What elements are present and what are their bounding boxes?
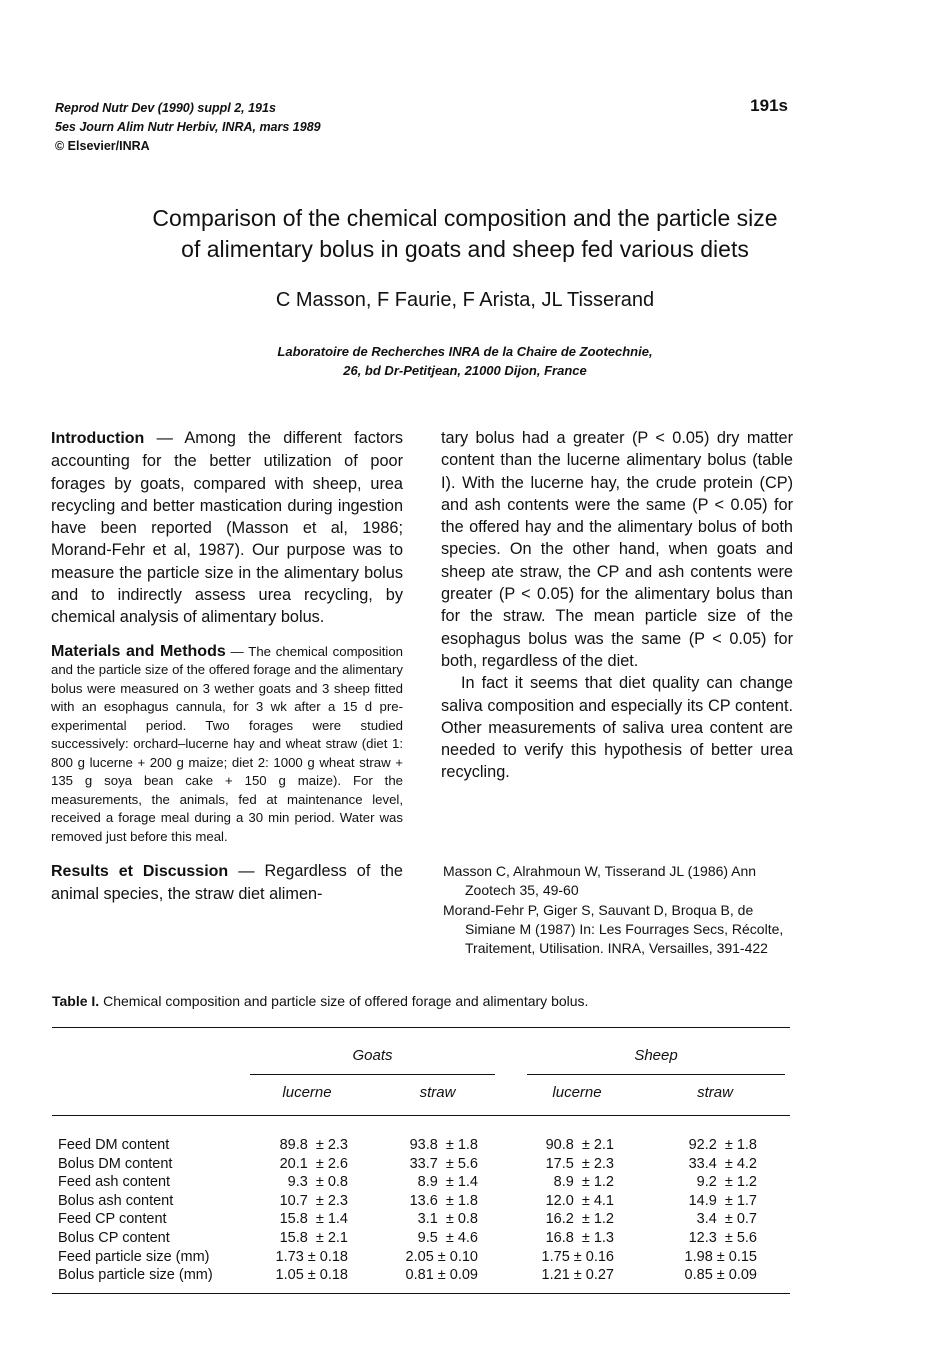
- column-header-sheep-straw: straw: [697, 1084, 733, 1101]
- table-cell: 33.7 ± 5.6: [409, 1155, 478, 1172]
- goats-group-rule: [250, 1074, 495, 1075]
- references: [443, 862, 793, 958]
- table-caption-label: Table I.: [52, 993, 100, 1009]
- copyright: © Elsevier/INRA: [55, 139, 150, 153]
- table-row-label: Feed particle size (mm): [58, 1248, 210, 1265]
- table-cell: 16.2 ± 1.2: [545, 1211, 614, 1228]
- table-bottom-rule: [52, 1293, 790, 1294]
- table-caption: [52, 993, 588, 1009]
- table-caption-text: Chemical composition and particle size of offered forage and alimentary bolus.: [99, 993, 589, 1009]
- table-row-label: Feed ash content: [58, 1174, 171, 1191]
- table-cell: 15.8 ± 1.4: [279, 1211, 348, 1228]
- table-cell: 33.4 ± 4.2: [688, 1155, 757, 1172]
- table-cell: 2.05 ± 0.10: [405, 1248, 478, 1265]
- table-cell: 8.9 ± 1.4: [417, 1174, 478, 1191]
- table-cell: 15.8 ± 2.1: [279, 1230, 348, 1246]
- affiliation-line-1: Laboratoire de Recherches INRA de la Chaire de Zootechnie,: [277, 344, 653, 359]
- table-cell: 10.7 ± 2.3: [279, 1192, 348, 1209]
- table-cell: 3.4 ± 0.7: [696, 1211, 757, 1228]
- table-top-rule: [52, 1027, 790, 1028]
- table-row-label: Feed CP content: [58, 1211, 167, 1228]
- table-cell: 9.3 ± 0.8: [287, 1174, 348, 1191]
- introduction-paragraph: [51, 427, 403, 629]
- table-header-rule: [52, 1115, 790, 1116]
- journal-header: [55, 99, 321, 156]
- table-row-label: Bolus CP content: [58, 1230, 170, 1246]
- table-row-label: Bolus ash content: [58, 1192, 174, 1209]
- table-cell: 92.2 ± 1.8: [688, 1137, 757, 1153]
- column-group-sheep: Sheep: [634, 1047, 678, 1064]
- results-paragraph-continued: tary bolus had a greater (P < 0.05) dry matter content than the lucerne alimentary bolus (table I). With the lucerne hay, the crude protein (CP) and ash contents were the same (P < 0.05) for the offered hay and the alimentary bolus of both species. On the other hand, when goats and sheep ate straw, the CP and ash contents were greater (P < 0.05) for the alimentary bolus than for the straw. The mean particle size of the esophagus bolus was the same (P < 0.05) for both, regardless of the diet.: [441, 429, 793, 670]
- table-cell: 0.85 ± 0.09: [684, 1267, 757, 1284]
- column-header-goats-straw: straw: [419, 1084, 456, 1101]
- introduction-heading: Introduction: [51, 430, 145, 447]
- table-cell: 20.1 ± 2.6: [279, 1155, 348, 1172]
- methods-paragraph: [51, 643, 403, 847]
- table-cell: 12.0 ± 4.1: [545, 1192, 614, 1209]
- results-heading: Results et Discussion: [51, 863, 229, 881]
- table-row-label: Bolus DM content: [58, 1155, 173, 1172]
- table-cell: 89.8 ± 2.3: [279, 1137, 348, 1153]
- reference-item: Masson C, Alrahmoun W, Tisserand JL (1986) Ann Zootech 35, 49-60: [443, 863, 757, 899]
- right-column: [441, 427, 793, 784]
- affiliation: [40, 342, 890, 380]
- paper-title: [40, 203, 890, 265]
- title-line-2: of alimentary bolus in goats and sheep fed various diets: [181, 236, 749, 262]
- table-cell: 1.98 ± 0.15: [684, 1248, 757, 1265]
- results-text-left: — Regardless of the animal species, the straw diet alimen-: [51, 862, 403, 904]
- introduction-text: — Among the different factors accounting for the better utilization of poor forages by goats, compared with sheep, urea recycling and better mastication during ingestion have been reported (Masson et al, 1986; Morand-Fehr et al, 1987). Our purpose was to measure the particle size in the alimentary bolus and to indirectly assess urea recycling, by chemical analysis of alimentary bolus.: [51, 429, 403, 627]
- methods-heading: Materials and Methods: [51, 642, 226, 660]
- sheep-group-rule: [527, 1074, 785, 1075]
- table-cell: 1.21 ± 0.27: [541, 1267, 614, 1284]
- title-line-1: Comparison of the chemical composition and the particle size: [152, 205, 778, 231]
- table-cell: 16.8 ± 1.3: [545, 1230, 614, 1246]
- column-header-goats-lucerne: lucerne: [282, 1084, 332, 1101]
- table-cell: 9.5 ± 4.6: [417, 1230, 478, 1246]
- table-cell: 12.3 ± 5.6: [688, 1230, 757, 1246]
- table-cell: 1.73 ± 0.18: [275, 1248, 348, 1265]
- reference-item: Morand-Fehr P, Giger S, Sauvant D, Broqua B, de Simiane M (1987) In: Les Fourrages Secs, Récolte, Traitement, Utilisation. INRA, Versailles, 391-422: [443, 901, 784, 957]
- table-cell: 13.6 ± 1.8: [409, 1192, 478, 1209]
- table-cell: 17.5 ± 2.3: [545, 1155, 614, 1172]
- column-group-goats: Goats: [352, 1047, 393, 1064]
- affiliation-line-2: 26, bd Dr-Petitjean, 21000 Dijon, France: [343, 363, 587, 378]
- results-paragraph-start: [51, 860, 403, 906]
- table-row-label: Feed DM content: [58, 1137, 170, 1153]
- column-header-sheep-lucerne: lucerne: [552, 1084, 602, 1101]
- table-cell: 14.9 ± 1.7: [688, 1192, 757, 1209]
- left-column: [51, 427, 403, 906]
- table-cell: 93.8 ± 1.8: [409, 1137, 478, 1153]
- table-row-label: Bolus particle size (mm): [58, 1267, 213, 1284]
- journal-meeting: 5es Journ Alim Nutr Herbiv, INRA, mars 1989: [55, 120, 321, 134]
- table-cell: 0.81 ± 0.09: [405, 1267, 478, 1284]
- table-cell: 90.8 ± 2.1: [545, 1137, 614, 1153]
- table-cell: 9.2 ± 1.2: [696, 1174, 757, 1191]
- table-cell: 8.9 ± 1.2: [553, 1174, 614, 1191]
- journal-citation: Reprod Nutr Dev (1990) suppl 2, 191s: [55, 101, 276, 115]
- authors: C Masson, F Faurie, F Arista, JL Tisserand: [275, 289, 655, 311]
- table-cell: 1.75 ± 0.16: [541, 1248, 614, 1265]
- discussion-paragraph: In fact it seems that diet quality can change saliva composition and especially its CP content. Other measurements of saliva urea content are needed to verify this hypothesis of better urea recycling.: [441, 674, 793, 782]
- table-cell: 1.05 ± 0.18: [275, 1267, 348, 1284]
- page-number: 191s: [750, 96, 788, 115]
- table-cell: 3.1 ± 0.8: [417, 1211, 478, 1228]
- methods-text: — The chemical composition and the particle size of the offered forage and the alimentary bolus were measured on 3 wether goats and 3 sheep fitted with an esophagus cannula, for 3 wk after a 15 d pre-experimental period. Two forages were studied successively: orchard–lucerne hay and wheat straw (diet 1: 800 g lucerne + 200 g maize; diet 2: 1000 g wheat straw + 135 g soya bean cake + 150 g maize). For the measurements, the animals, fed at maintenance level, received a forage meal during a 30 min period. Water was removed just before this meal.: [51, 643, 404, 844]
